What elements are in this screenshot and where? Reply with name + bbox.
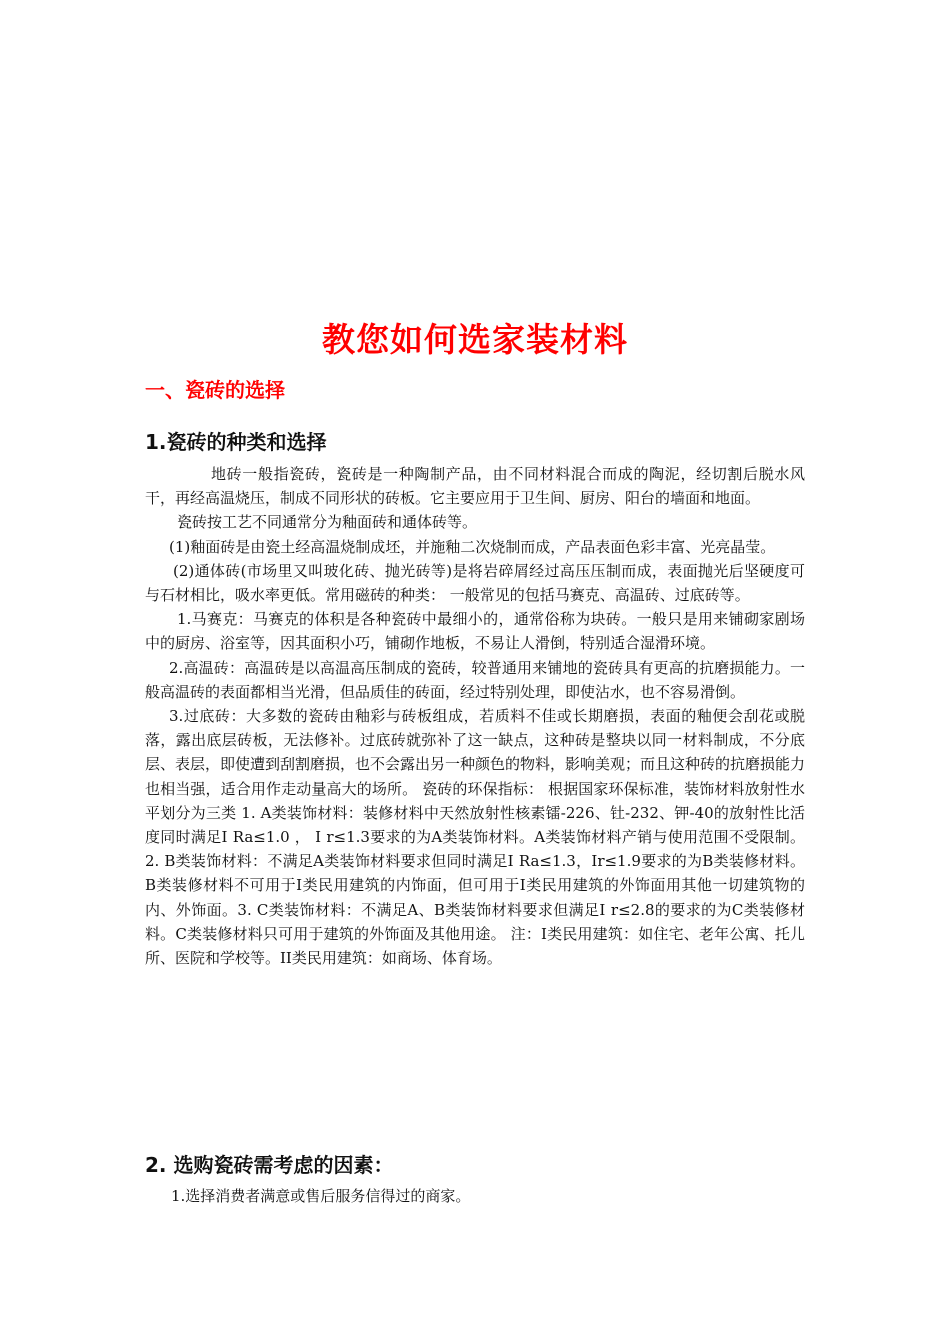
paragraph-high-temp-tile: 2.高温砖：高温砖是以高温高压制成的瓷砖，较普通用来铺地的瓷砖具有更高的抗磨损能力。一般高温砖的表面都相当光滑，但品质佳的砖面，经过特别处理，即使沾水，也不容易滑倒。 <box>145 658 805 701</box>
paragraph-glazed-tile: (1)釉面砖是由瓷土经高温烧制成坯，并施釉二次烧制而成，产品表面色彩丰富、光亮晶莹。 <box>169 537 776 556</box>
paragraph-classification: 瓷砖按工艺不同通常分为釉面砖和通体砖等。 <box>177 513 478 532</box>
paragraph-through-tile-and-standards: 3.过底砖：大多数的瓷砖由釉彩与砖板组成，若质料不佳或长期磨损，表面的釉便会刮花或脱落，露出底层砖板，无法修补。过底砖就弥补了这一缺点，这种砖是整块以同一材料制成，不分底层、表层，即使遭到刮割磨损，也不会露出另一种颜色的物料，影响美观；而且这种砖的抗磨损能力也相当强，适合用作走动量高大的场所。 瓷砖的环保指标： 根据国家环保标准，装饰材料放射性水平划分为三类 1. A类装饰材料：装修材料中天然放射性核素镭-226、钍-232、钾-40的放射性比活度同时满足Ⅰ Ra≤1.0 ， Ⅰ r≤1.3要求的为A类装饰材料。A类装饰材料产销与使用范围不受限制。 2. B类装饰材料：不满足A类装饰材料要求但同时满足Ⅰ Ra≤1.3，Ir≤1.9要求的为B类装修材料。B类装修材料不可用于Ⅰ类民用建筑的内饰面，但可用于Ⅰ类民用建筑的外饰面用其他一切建筑物的内、外饰面。3. C类装饰材料：不满足A、B类装饰材料要求但满足Ⅰ r≤2.8的要求的为C类装修材料。C类装修材料只可用于建筑的外饰面及其他用途。 注：Ⅰ类民用建筑：如住宅、老年公寓、托儿所、医院和学校等。II类民用建筑：如商场、体育场。 <box>145 707 806 968</box>
paragraph-mosaic: 1.马赛克：马赛克的体积是各种瓷砖中最细小的，通常俗称为块砖。一般只是用来铺砌家剧场中的厨房、浴室等，因其面积小巧，铺砌作地板，不易让人滑倒，特别适合湿滑环境。 <box>145 610 805 653</box>
buying-factors-body <box>145 1184 805 1208</box>
subsection-heading-tile-types: 1.瓷砖的种类和选择 <box>145 430 327 454</box>
paragraph-full-body-tile: (2)通体砖(市场里又叫玻化砖、抛光砖等)是将岩碎屑经过高压压制而成，表面抛光后坚硬度可与石材相比，吸水率更低。常用磁砖的种类： 一般常见的包括马赛克、高温砖、过底砖等。 <box>145 561 805 605</box>
subsection-heading-buying-factors: 2. 选购瓷砖需考虑的因素： <box>145 1153 394 1177</box>
section-heading-tiles: 一、瓷砖的选择 <box>145 378 285 402</box>
document-title: 教您如何选家装材料 <box>322 320 628 359</box>
paragraph-intro: 地砖一般指瓷砖，瓷砖是一种陶制产品，由不同材料混合而成的陶泥，经切割后脱水风干，再经高温烧压，制成不同形状的砖板。它主要应用于卫生间、厨房、阳台的墙面和地面。 <box>145 465 805 508</box>
paragraph-factor-1: 1.选择消费者满意或售后服务信得过的商家。 <box>171 1187 471 1205</box>
tile-types-body <box>145 462 805 970</box>
